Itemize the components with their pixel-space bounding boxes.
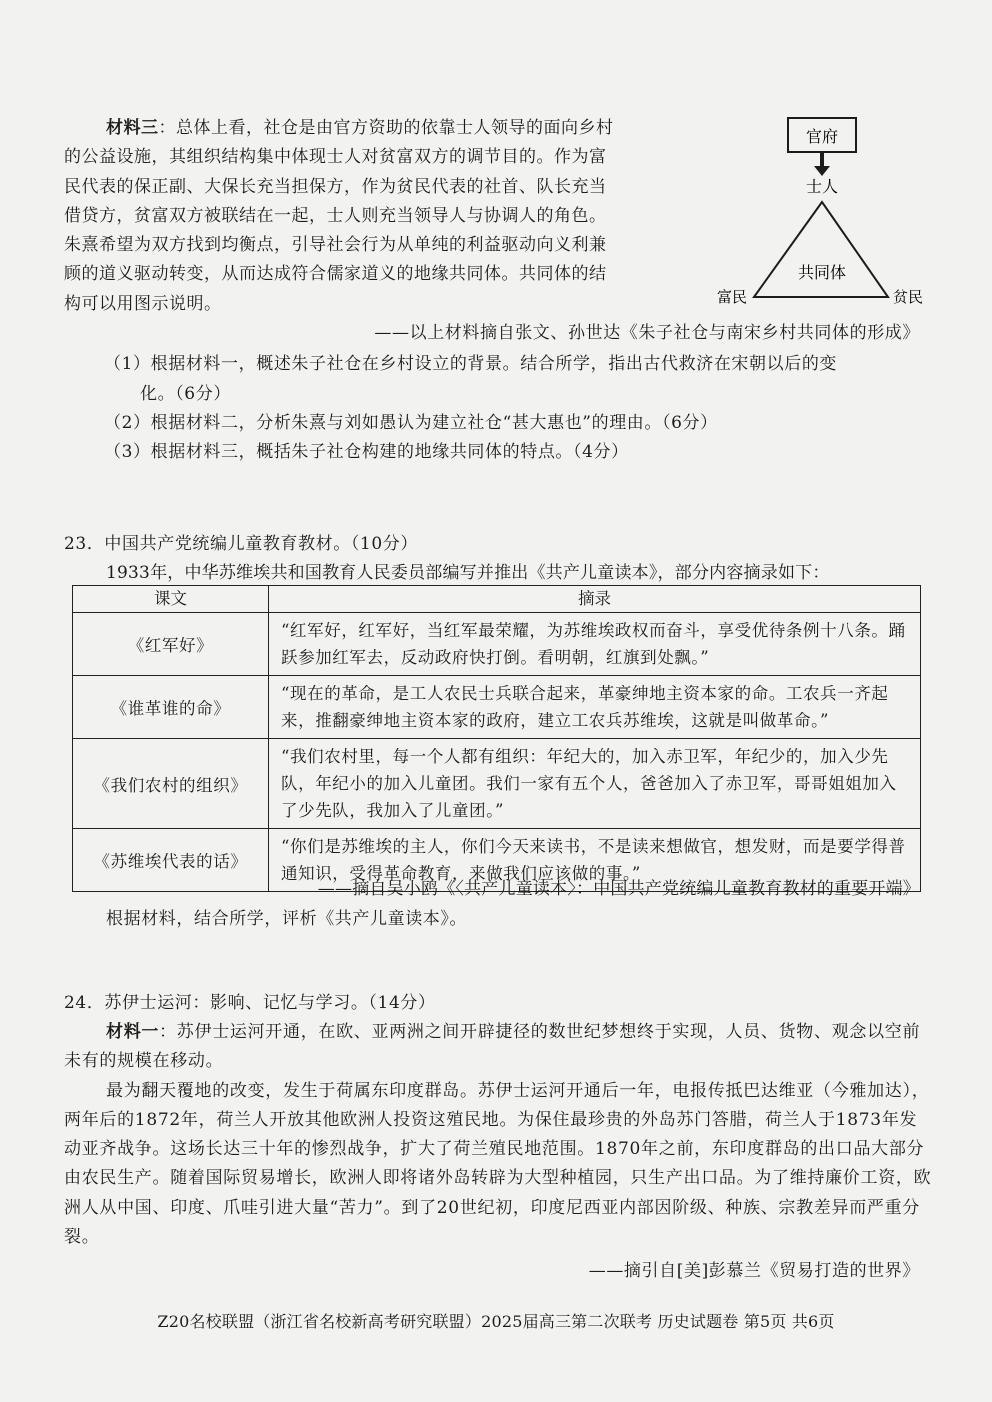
material3-line-4: 借贷方，贫富双方被联结在一起，士人则充当领导人与协调人的角色。 xyxy=(64,205,607,226)
q22-part3: （3）根据材料三，概括朱子社仓构建的地缘共同体的特点。（4分） xyxy=(104,442,629,462)
excerpt-cell: “现在的革命，是工人农民士兵联合起来，革豪绅地主资本家的命。工农兵一齐起来，推翻豪绅地主资本家的政府，建立工农兵苏维埃，这就是叫做革命。” xyxy=(269,676,921,739)
government-label: 官府 xyxy=(805,127,839,146)
community-triangle xyxy=(754,202,888,297)
table-row xyxy=(73,739,921,829)
table-row xyxy=(73,676,921,739)
table-row xyxy=(73,613,921,676)
scholar-label: 士人 xyxy=(805,177,839,196)
q24-material1 xyxy=(64,1018,932,1252)
q24-material1-text: ：苏伊士运河开通，在欧、亚两洲之间开辟捷径的数世纪梦想终于实现，人员、货物、观念以空前未有的规模在移动。 xyxy=(64,1022,921,1072)
q22-part2: （2）根据材料二，分析朱熹与刘如愚认为建立社仓“甚大惠也”的理由。（6分） xyxy=(104,413,718,433)
q24-title: 24．苏伊士运河：影响、记忆与学习。（14分） xyxy=(64,993,436,1013)
excerpt-cell: “你们是苏维埃的主人，你们今天来读书，不是读来想做官，想发财，而是要学得普通知识，受得革命教育，来做我们应该做的事。” xyxy=(269,829,921,892)
q23-question: 根据材料，结合所学，评析《共产儿童读本》。 xyxy=(106,909,468,929)
excerpt-cell: “红军好，红军好，当红军最荣耀，为苏维埃政权而奋斗，享受优待条例十八条。踊跃参加红军去，反动政府快打倒。看明朝，红旗到处飘。” xyxy=(269,613,921,676)
page-footer: Z20名校联盟（浙江省名校新高考研究联盟）2025届高三第二次联考 历史试题卷 第5页 共6页 xyxy=(157,1312,835,1331)
material3-line-3: 民代表的保正副、大保长充当担保方，作为贫民代表的社首、队长充当 xyxy=(64,176,607,197)
material3-line-2: 的公益设施，其组织结构集中体现士人对贫富双方的调节目的。作为富 xyxy=(64,147,607,168)
table-header-row xyxy=(73,586,921,613)
q23-title: 23．中国共产党统编儿童教育教材。（10分） xyxy=(64,534,418,554)
rich-label: 富民 xyxy=(716,288,748,306)
q23-table xyxy=(72,585,921,892)
community-diagram xyxy=(700,110,940,310)
q24-source: ——摘引自[美]彭慕兰《贸易打造的世界》 xyxy=(588,1261,920,1281)
q23-source: ——摘自吴小鸥《〈共产儿童读本〉：中国共产党统编儿童教育教材的重要开端》 xyxy=(317,879,920,899)
arrow-down-icon xyxy=(814,166,830,176)
material3-line-7: 构可以用图示说明。 xyxy=(64,293,222,314)
material3-line-6: 顾的道义驱动转变，从而达成符合儒家道义的地缘共同体。共同体的结 xyxy=(64,264,607,285)
header-excerpt: 摘录 xyxy=(269,586,921,613)
q24-material1-p2: 最为翻天覆地的改变，发生于荷属东印度群岛。苏伊士运河开通后一年，电报传抵巴达维亚（今雅加达），两年后的1872年，荷兰人开放其他欧洲人投资这殖民地。为保住最珍贵的外岛苏门答腊，荷兰人于1873年发动亚齐战争。这场长达三十年的惨烈战争，扩大了荷兰殖民地范围。1870年之前，东印度群岛的出口品大部分由农民生产。随着国际贸易增长，欧洲人即将诸外岛转辟为大型种植园，只生产出口品。为了维持廉价工资，欧洲人从中国、印度、爪哇引进大量“苦力”。到了20世纪初，印度尼西亚内部因阶级、种族、宗教差异而严重分裂。 xyxy=(64,1080,932,1248)
material3-line-5: 朱熹希望为双方找到均衡点，引导社会行为从单纯的利益驱动向义利兼 xyxy=(64,235,607,256)
material3-paragraph xyxy=(64,114,688,319)
lesson-cell: 《我们农村的组织》 xyxy=(73,739,269,829)
q22-part1: （1）根据材料一，概述朱子社仓在乡村设立的背景。结合所学，指出古代救济在宋朝以后的变 xyxy=(104,354,838,374)
excerpt-cell: “我们农村里，每一个人都有组织：年纪大的，加入赤卫军，年纪少的，加入少先队，年纪小的加入儿童团。我们一家有五个人，爸爸加入了赤卫军，哥哥姐姐加入了少先队，我加入了儿童团。” xyxy=(269,739,921,829)
material3-label: 材料三 xyxy=(106,118,159,138)
poor-label: 贫民 xyxy=(892,288,924,306)
lesson-cell: 《谁革谁的命》 xyxy=(73,676,269,739)
material3-source: ——以上材料摘自张文、孙世达《朱子社仓与南宋乡村共同体的形成》 xyxy=(374,323,920,343)
q24-material1-label: 材料一 xyxy=(106,1022,160,1042)
lesson-cell: 《苏维埃代表的话》 xyxy=(73,829,269,892)
q22-part1-cont: 化。（6分） xyxy=(140,384,231,404)
community-label: 共同体 xyxy=(797,263,847,282)
q23-intro: 1933年，中华苏维埃共和国教育人民委员部编写并推出《共产儿童读本》，部分内容摘录如下： xyxy=(106,563,830,583)
material3-line-1: ：总体上看，社仓是由官方资助的依靠士人领导的面向乡村 xyxy=(158,118,614,138)
lesson-cell: 《红军好》 xyxy=(73,613,269,676)
header-lesson: 课文 xyxy=(73,586,269,613)
